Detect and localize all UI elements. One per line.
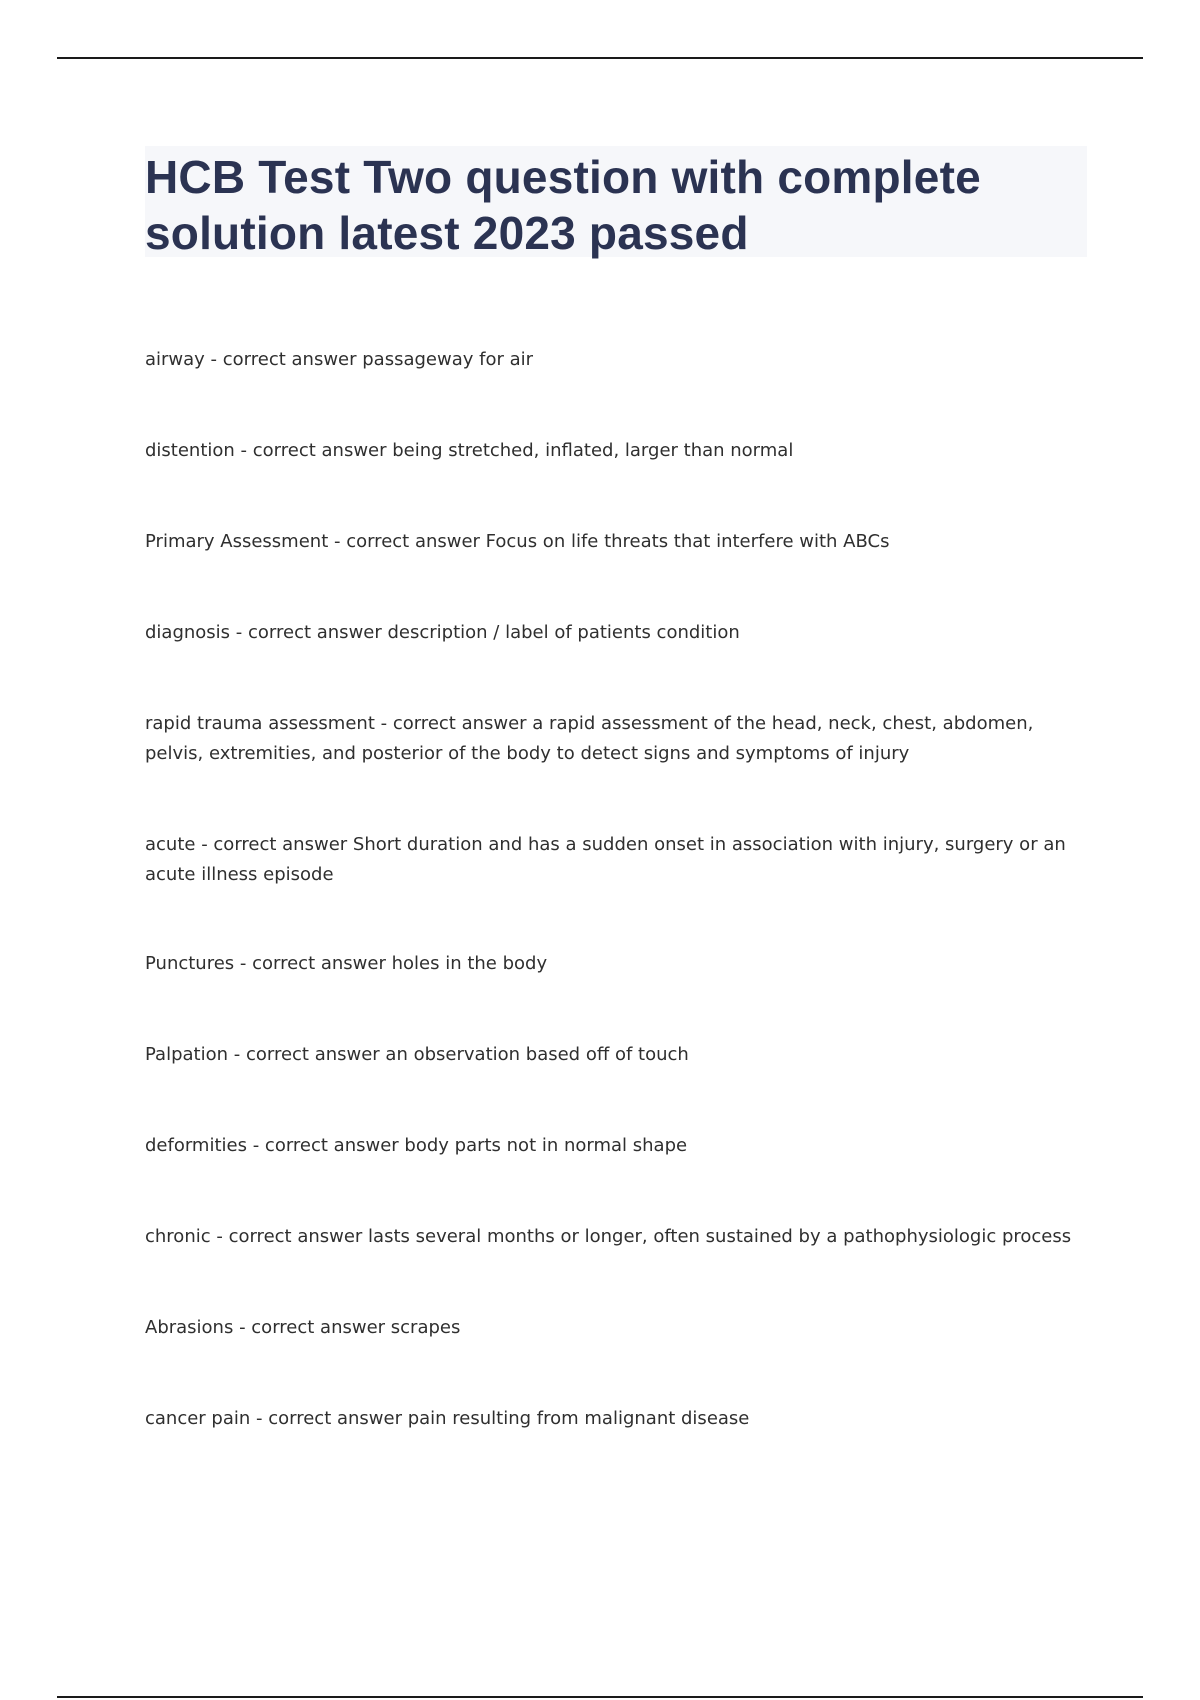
- flashcard-entry: rapid trauma assessment - correct answer a rapid assessment of the head, neck, chest, abdomen, pelvis, extremities, and posterior of the body to detect signs and symptoms of injury: [145, 713, 1034, 764]
- title-banner: [145, 146, 1087, 257]
- flashcard-entry: acute - correct answer Short duration and has a sudden onset in association with injury, surgery or an acute illness episode: [145, 834, 1066, 885]
- flashcard-entry: airway - correct answer passageway for air: [145, 349, 534, 370]
- flashcard-entry: deformities - correct answer body parts not in normal shape: [145, 1135, 688, 1156]
- flashcard-entry: Palpation - correct answer an observation based off of touch: [145, 1044, 689, 1065]
- bottom-divider: [57, 1696, 1143, 1698]
- top-divider: [57, 57, 1143, 59]
- document-title: HCB Test Two question with complete solution latest 2023 passed: [145, 151, 981, 259]
- flashcard-entry: distention - correct answer being stretched, inflated, larger than normal: [145, 440, 794, 461]
- flashcard-entry: cancer pain - correct answer pain resulting from malignant disease: [145, 1408, 750, 1429]
- flashcard-entry: diagnosis - correct answer description / label of patients condition: [145, 622, 740, 643]
- flashcard-entry: Punctures - correct answer holes in the body: [145, 953, 548, 974]
- flashcard-entry: Abrasions - correct answer scrapes: [145, 1317, 461, 1338]
- flashcard-entry: chronic - correct answer lasts several months or longer, often sustained by a pathophysiologic process: [145, 1226, 1072, 1247]
- flashcard-entry: Primary Assessment - correct answer Focus on life threats that interfere with ABCs: [145, 531, 890, 552]
